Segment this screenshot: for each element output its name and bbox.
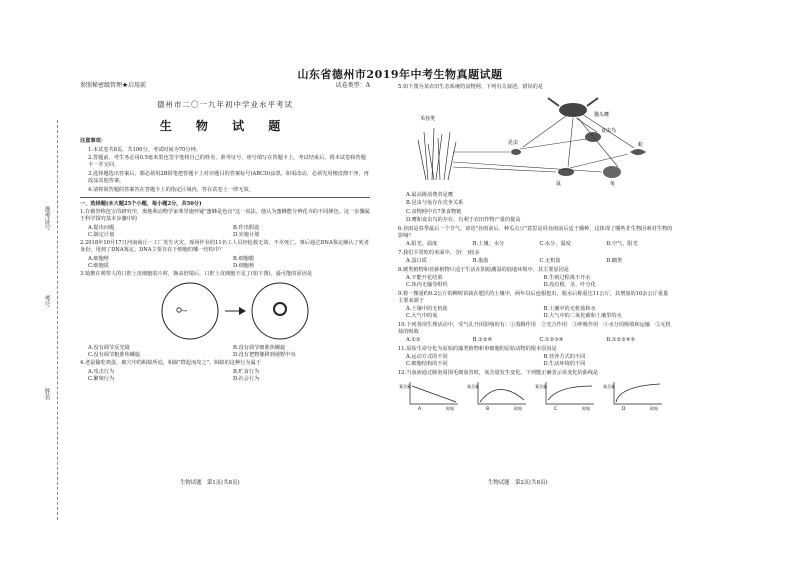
option: B.细胞膜 [233,255,255,262]
left-column [80,82,370,383]
side-label-name: 姓名 [43,388,50,400]
web-label-c: 兔 [610,181,616,188]
question-8-options [406,275,673,289]
option: A.细胞壁 [88,255,109,262]
option: C.大气中的氧 [406,313,438,320]
web-label-producer: 禾谷类 [420,116,436,123]
option: C.细胞质 [88,262,109,269]
option: B.①②④ [472,337,493,344]
option: D.糖类 [606,258,623,265]
microscope-view-figure [80,280,370,342]
question-6-options [406,241,673,248]
option: D.没有根、茎、叶分化 [543,282,596,289]
option: A.运动方式的不同 [406,354,448,361]
web-label-d: 蛇 [638,142,644,149]
question-2: 2.2018年10月17日河南商丘一工厂发生火灾，现场作业的11名工人员经抢救无效，不幸死亡。事后通过DNA鉴定确认了死者身份，用到了DNA鉴定。DNA主要存在于细胞的哪一结构中？ [80,240,370,254]
question-8: 8.蕨类植物和苔藓植物只适于生活在阴暗潮湿的陆地环境中，其主要原因是 [398,266,569,273]
graph-ylabel: 氧含量 [535,384,547,390]
graph-c [535,382,594,412]
option: C.制定计划 [88,231,115,238]
option: D.实施计划 [233,231,260,238]
option: A.蛋白质 [406,258,427,265]
note-item: 1.本试卷共8页，共100分。考试时间为70分钟。 [88,146,201,153]
option: A.①② [406,337,421,344]
option: C.细胞结构的不同 [406,361,448,368]
graph-letter: C [554,407,558,413]
graph-a [399,382,458,412]
question-3-options [88,345,370,359]
note-item: 2.答题前，考生务必用0.5毫米黑色签字笔将自己的姓名、准考证号、座号填写在答题卡上。考试结束后，将本试卷和答题卡一并交回。 [88,155,366,169]
paper-version: 试卷类型：A [335,82,370,89]
graph-ylabel: 氧含量 [467,384,479,390]
question-9: 9.将一棵重约0.2公斤的柳树苗栽在肥沃的土壤中，两年以后连根挖出，脱水后称重达11公斤，其增加的10余公斤重量主要来源于 [398,290,669,304]
graph-xlabel: 时间 [650,406,658,412]
paper-title: 山东省德州市2019年中考生物真题试题 [297,68,503,81]
option: C.没有调节粗准焦螺旋 [88,351,141,358]
binding-line [57,120,58,520]
option: D.大气中的二氧化碳和土壤里的水 [543,313,622,320]
web-label-f: 猫头鹰 [594,112,610,119]
food-web-arrows [453,114,634,172]
oxygen-curve-figures [398,378,673,412]
option: D.细胞核 [233,262,255,269]
secret-level: 参照秘密级管理★启用前 [80,82,147,89]
option: A.没有调节反光镜 [88,344,130,351]
question-9-options [406,306,673,320]
option: B.生殖过程离不开水 [543,275,591,282]
graph-b [467,382,526,412]
section-heading: 一、选择题(本大题25个小题，每小题2分，共50分) [80,200,202,207]
option: B.作出假设 [233,224,260,231]
option: D.①②③④⑤ [606,337,636,344]
question-1-options [88,225,370,239]
option: A.土壤中的无机盐 [406,306,448,313]
page-footer-1: 生物试题 第1页(共8页) [180,480,240,486]
side-label-exam: 考号 [43,295,50,307]
graph-xlabel: 时间 [514,406,522,412]
grass-icon [418,128,456,180]
graph-ylabel: 氧含量 [603,384,615,390]
graph-xlabel: 时间 [446,406,454,412]
question-6: 6.谷雨是春季最后一个节气。谚语"谷雨前后，种瓜点豆"意思是说谷雨前后适于播种，这体现了哪些非生物因素对生物的影响？ [398,225,673,239]
graph-ylabel: 氧含量 [399,384,411,390]
option: C.繁殖行为 [88,375,115,382]
option: C.无机盐 [539,258,561,265]
question-10: 10.下列各项生理活动中，受气孔开闭影响的有：①蒸腾作用 ②光合作用 ③呼吸作用 ④水分的吸收和运输 ⑤无机盐的吸收 [398,321,671,335]
insect-icon [511,149,521,155]
web-label-a: 鼠 [556,181,562,188]
option: A.攻击行为 [88,368,115,375]
bird-icon [585,132,601,142]
question-10-options [406,337,673,344]
snake-icon [630,149,646,155]
question-11: 11.原始生命分化为原始的藻类植物和单细胞的原始动物的根本原因是 [398,345,557,352]
option: C.①②③④ [539,337,564,344]
option: D.鹰和食虫鸟的存在，有利于农田作物产量的提高 [406,217,521,224]
graph-letter: B [486,407,490,413]
question-1: 1.在被誉称色宝的研究中，奥地利动物学家弗里施怀疑"蜜蜂是色盲"这一说法，他认为蜜蜂能分辨花卉的不同颜色。这一步骤属于科学探究基本步骤中的 [80,209,370,223]
option: D.生活环境的不同 [543,361,586,368]
eagle-icon [559,103,587,117]
question-5: 5.如下图为某农田生态系统的食物网。下列有关叙述，错误的是 [398,83,544,90]
option: B.脂肪 [472,258,489,265]
question-4-options [88,369,370,383]
option: C.水分、温度 [539,241,571,248]
note-item: 3.选择题选出答案后，都必须用2B铅笔把答题卡上对应题目的答案标号(ABCD)涂黑，如需改动，必须先用橡皮擦干净，再改涂其他答案。 [88,170,369,184]
graph-d [603,382,662,412]
notes-heading: 注意事项： [80,138,106,145]
option: B.没有调节细准焦螺旋 [233,344,286,351]
option: A.最高级消费者是鹰 [406,191,453,198]
question-3: 3.镜檐在观察人的口腔上皮细胞装片时，换高倍镜后，口腔上皮细胞不见了(如下图)，最可能的原因是 [80,271,313,278]
question-12: 12.当血液通过肺泡周围毛细血管时，氧含量发生变化。下列能正确表示该变化的曲线是 [398,369,599,376]
option: B.贮食行为 [233,368,260,375]
option: B.土壤、水分 [472,241,505,248]
option: C.食物网中有7条食物链 [406,208,462,215]
web-label-e: 昆虫 [508,140,519,147]
option: D.社会行为 [233,375,260,382]
page-footer-2: 生物试题 第2页(共8页) [488,480,548,486]
option: C.体内无输导组织 [406,282,448,289]
question-11-options [406,354,673,368]
right-column [398,82,673,415]
question-7-options [406,258,673,265]
graph-letter: A [418,407,422,413]
exam-name: 德州市二〇一九年初中学业水平考试 [157,100,293,110]
graph-xlabel: 时间 [582,406,590,412]
option: D.空气、阳光 [606,241,638,248]
option: B.土壤中的无机盐和水 [543,306,596,313]
option: B.昆虫与兔存在竞争关系 [406,200,464,207]
food-web-figure [398,92,673,187]
side-label-id: 准考证号 [43,206,50,230]
question-4: 4.老鼠偷吃鸡蛋，被穴中的蚂蚁所追，蚂蚁"群起而攻之"。蚂蚁的这种行为属于 [80,360,261,367]
option: A.提出问题 [88,224,115,231]
option: A.不能开花结果 [406,275,443,282]
option: D.没有把物像移到视野中央 [233,351,296,358]
rabbit-icon [603,166,621,178]
question-2-options [88,256,370,270]
note-item: 4.请将简答题的答案答在答题卡上的指定区域内，答在试卷上一律无效。 [88,186,254,193]
option: A.阳光、温度 [406,241,438,248]
subject-title: 生 物 试 题 [159,119,291,134]
option: B.营养方式的不同 [543,354,586,361]
graph-letter: D [622,407,626,413]
web-label-b: 食虫鸟 [601,128,617,135]
question-7: 7.我们平常吃的米面中，含( )较多 [398,249,480,256]
